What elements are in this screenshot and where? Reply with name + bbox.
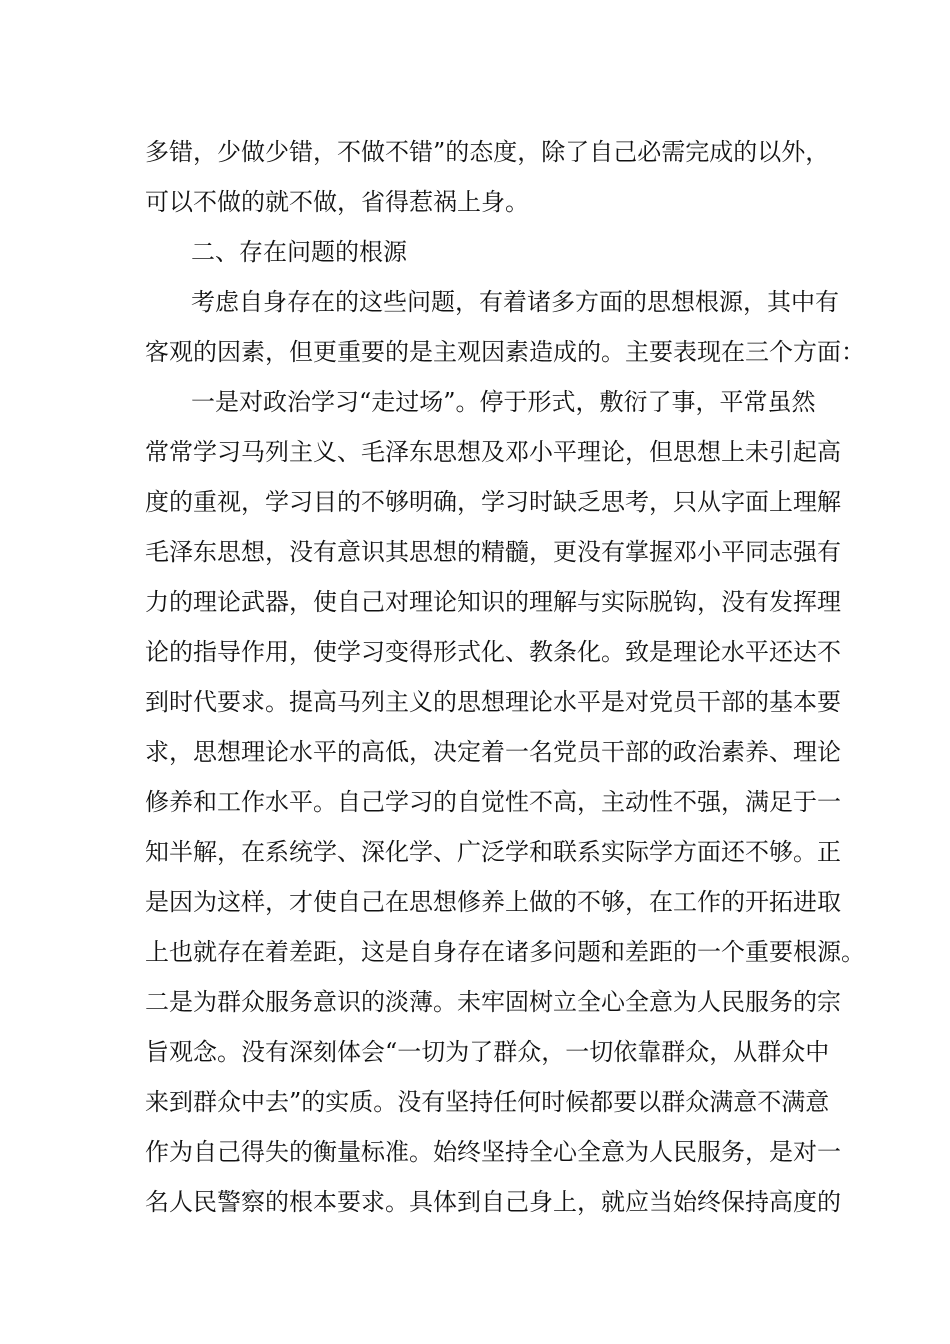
- text-line: 上也就存在着差距，这是自身存在诸多问题和差距的一个重要根源。: [145, 938, 865, 966]
- text-line: 一是对政治学习“走过场”。停于形式，敷衍了事，平常虽然: [191, 388, 816, 416]
- text-line: 修养和工作水平。自己学习的自觉性不高，主动性不强，满足于一: [145, 788, 841, 816]
- section-heading: 二、存在问题的根源: [191, 238, 407, 266]
- text-line: 来到群众中去”的实质。没有坚持任何时候都要以群众满意不满意: [145, 1088, 830, 1116]
- text-line: 名人民警察的根本要求。具体到自己身上，就应当始终保持高度的: [145, 1188, 841, 1216]
- text-line: 知半解，在系统学、深化学、广泛学和联系实际学方面还不够。正: [145, 838, 841, 866]
- text-line: 考虑自身存在的这些问题，有着诸多方面的思想根源，其中有: [191, 288, 839, 316]
- text-line: 客观的因素，但更重要的是主观因素造成的。主要表现在三个方面：: [145, 338, 865, 366]
- text-line: 论的指导作用，使学习变得形式化、教条化。致是理论水平还达不: [145, 638, 841, 666]
- text-line: 毛泽东思想，没有意识其思想的精髓，更没有掌握邓小平同志强有: [145, 538, 841, 566]
- text-line: 力的理论武器，使自己对理论知识的理解与实际脱钩，没有发挥理: [145, 588, 841, 616]
- text-line: 求，思想理论水平的高低，决定着一名党员干部的政治素养、理论: [145, 738, 841, 766]
- text-line: 二是为群众服务意识的淡薄。未牢固树立全心全意为人民服务的宗: [145, 988, 841, 1016]
- text-line: 度的重视，学习目的不够明确，学习时缺乏思考，只从字面上理解: [145, 488, 841, 516]
- document-body: [145, 127, 865, 1227]
- text-line: 作为自己得失的衡量标准。始终坚持全心全意为人民服务，是对一: [145, 1138, 841, 1166]
- text-line: 多错，少做少错，不做不错”的态度，除了自己必需完成的以外，: [145, 138, 830, 166]
- text-line: 旨观念。没有深刻体会“一切为了群众，一切依靠群众，从群众中: [145, 1038, 830, 1066]
- text-line: 是因为这样，才使自己在思想修养上做的不够，在工作的开拓进取: [145, 888, 841, 916]
- text-line: 到时代要求。提高马列主义的思想理论水平是对党员干部的基本要: [145, 688, 841, 716]
- text-line: 可以不做的就不做，省得惹祸上身。: [145, 188, 529, 216]
- text-line: 常常学习马列主义、毛泽东思想及邓小平理论，但思想上未引起高: [145, 438, 841, 466]
